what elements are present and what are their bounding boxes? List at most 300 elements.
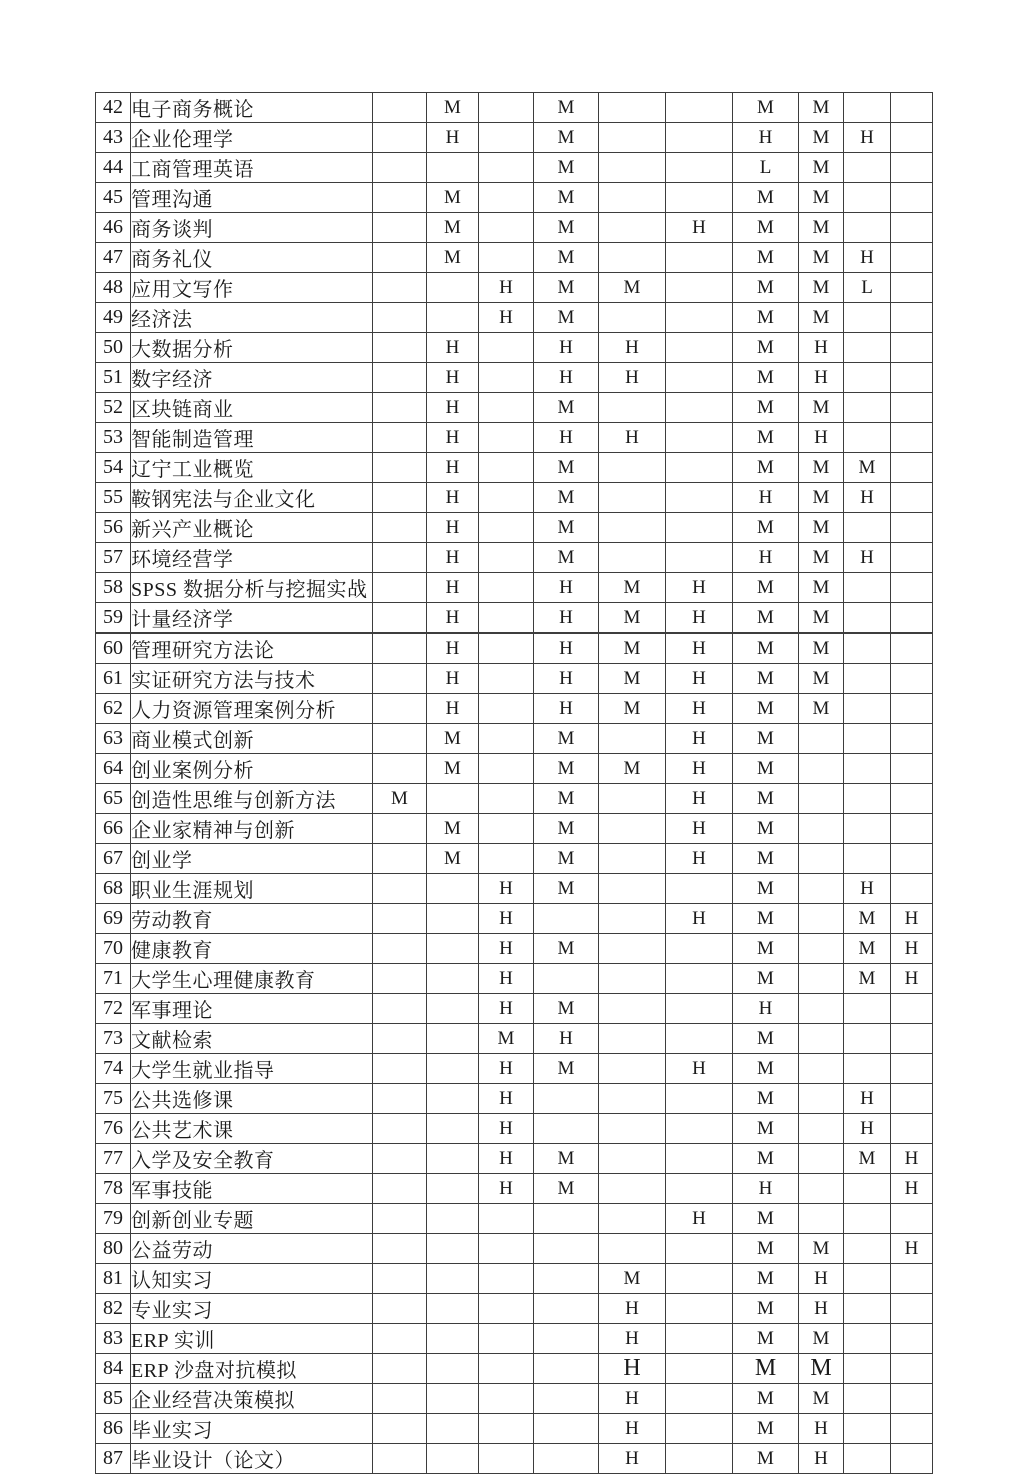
level-cell: H [427,363,479,393]
level-cell [799,964,844,994]
level-cell: H [479,964,534,994]
level-cell: H [799,423,844,453]
level-cell [479,183,534,213]
level-cell: M [599,603,666,634]
level-cell [844,153,891,183]
level-cell [666,1084,733,1114]
level-cell: M [427,724,479,754]
level-cell: H [599,1294,666,1324]
level-cell: H [479,303,534,333]
level-cell: M [427,213,479,243]
level-cell [534,1294,599,1324]
level-cell [373,633,427,664]
level-cell [373,1354,427,1384]
level-cell [891,363,933,393]
table-row [96,213,933,243]
row-number: 77 [96,1144,131,1174]
level-cell: H [427,543,479,573]
level-cell [534,1444,599,1474]
row-number: 53 [96,423,131,453]
level-cell [427,153,479,183]
level-cell [599,303,666,333]
level-cell [891,754,933,784]
row-number: 87 [96,1444,131,1474]
level-cell: M [799,273,844,303]
course-name: 企业伦理学 [131,123,373,153]
level-cell [666,1114,733,1144]
level-cell [844,724,891,754]
level-cell [534,1354,599,1384]
level-cell [891,994,933,1024]
level-cell [479,724,534,754]
level-cell: M [733,904,799,934]
level-cell: M [733,1444,799,1474]
level-cell: M [427,814,479,844]
level-cell: H [534,423,599,453]
level-cell [373,934,427,964]
row-number: 70 [96,934,131,964]
row-number: 62 [96,694,131,724]
course-name: SPSS 数据分析与挖掘实战 [131,573,373,603]
level-cell [666,393,733,423]
level-cell: M [534,844,599,874]
level-cell: H [599,1444,666,1474]
table-row [96,603,933,634]
level-cell [373,1174,427,1204]
level-cell [599,1024,666,1054]
table-row [96,1354,933,1384]
level-cell: H [891,904,933,934]
level-cell [844,784,891,814]
level-cell [844,814,891,844]
table-row [96,1024,933,1054]
level-cell [599,93,666,123]
row-number: 81 [96,1264,131,1294]
table-row [96,633,933,664]
level-cell: M [534,483,599,513]
course-name: 区块链商业 [131,393,373,423]
level-cell [599,1084,666,1114]
row-number: 56 [96,513,131,543]
level-cell [373,123,427,153]
table-row [96,1324,933,1354]
row-number: 49 [96,303,131,333]
level-cell: M [534,453,599,483]
level-cell [891,1444,933,1474]
level-cell: H [799,363,844,393]
table-row [96,964,933,994]
table-row [96,724,933,754]
row-number: 71 [96,964,131,994]
level-cell [666,1414,733,1444]
table-row [96,393,933,423]
level-cell [479,423,534,453]
level-cell: M [733,1414,799,1444]
level-cell [373,1144,427,1174]
level-cell [599,1054,666,1084]
level-cell [427,1444,479,1474]
level-cell: H [844,874,891,904]
level-cell [799,874,844,904]
table-row [96,543,933,573]
level-cell: H [666,784,733,814]
table-row [96,1084,933,1114]
level-cell [844,603,891,634]
row-number: 69 [96,904,131,934]
level-cell: M [733,183,799,213]
level-cell: M [733,1354,799,1384]
row-number: 80 [96,1234,131,1264]
level-cell: M [599,664,666,694]
level-cell: H [891,1234,933,1264]
level-cell: M [733,874,799,904]
level-cell: M [799,603,844,634]
table-row [96,363,933,393]
level-cell [427,1384,479,1414]
course-name: 电子商务概论 [131,93,373,123]
level-cell: M [534,123,599,153]
level-cell [373,393,427,423]
level-cell [844,513,891,543]
level-cell [844,213,891,243]
level-cell [666,1294,733,1324]
table-row [96,934,933,964]
level-cell [373,453,427,483]
level-cell [891,453,933,483]
level-cell: H [666,724,733,754]
level-cell: H [666,213,733,243]
course-name: 智能制造管理 [131,423,373,453]
level-cell [373,363,427,393]
level-cell [666,1384,733,1414]
level-cell [373,904,427,934]
row-number: 64 [96,754,131,784]
level-cell: H [479,1084,534,1114]
level-cell: M [733,513,799,543]
level-cell: M [733,1234,799,1264]
level-cell [373,333,427,363]
row-number: 58 [96,573,131,603]
level-cell: M [733,603,799,634]
level-cell [479,483,534,513]
course-name: 商务礼仪 [131,243,373,273]
level-cell: M [733,243,799,273]
course-name: 经济法 [131,303,373,333]
level-cell [844,694,891,724]
level-cell [534,904,599,934]
level-cell [891,664,933,694]
level-cell [666,123,733,153]
row-number: 57 [96,543,131,573]
level-cell: M [844,904,891,934]
level-cell: M [599,633,666,664]
course-name: 职业生涯规划 [131,874,373,904]
row-number: 78 [96,1174,131,1204]
course-name: 创业案例分析 [131,754,373,784]
level-cell: M [733,633,799,664]
level-cell: M [534,153,599,183]
level-cell [891,333,933,363]
level-cell: M [799,573,844,603]
level-cell: H [534,603,599,634]
level-cell [599,153,666,183]
level-cell [479,844,534,874]
level-cell: M [534,183,599,213]
level-cell: M [799,664,844,694]
level-cell [479,1324,534,1354]
course-name: 数字经济 [131,363,373,393]
level-cell: H [479,934,534,964]
row-number: 74 [96,1054,131,1084]
table-row [96,453,933,483]
level-cell [666,513,733,543]
level-cell [844,1414,891,1444]
row-number: 82 [96,1294,131,1324]
level-cell: M [844,453,891,483]
level-cell: H [427,483,479,513]
level-cell [373,754,427,784]
level-cell [844,1054,891,1084]
row-number: 68 [96,874,131,904]
level-cell: M [799,633,844,664]
course-name: 计量经济学 [131,603,373,634]
level-cell [599,1204,666,1234]
level-cell [844,633,891,664]
level-cell [666,874,733,904]
row-number: 46 [96,213,131,243]
level-cell [891,874,933,904]
level-cell [599,904,666,934]
table-row [96,784,933,814]
course-name: ERP 实训 [131,1324,373,1354]
level-cell: M [427,243,479,273]
level-cell [373,213,427,243]
level-cell: M [733,93,799,123]
level-cell: H [427,333,479,363]
course-name: 鞍钢宪法与企业文化 [131,483,373,513]
level-cell: H [427,513,479,543]
level-cell [373,814,427,844]
level-cell: H [666,694,733,724]
level-cell: H [427,633,479,664]
level-cell: M [733,213,799,243]
level-cell [373,1084,427,1114]
level-cell: H [599,1414,666,1444]
level-cell [373,874,427,904]
row-number: 43 [96,123,131,153]
level-cell [373,243,427,273]
level-cell [479,784,534,814]
table-row [96,513,933,543]
course-name: 军事理论 [131,994,373,1024]
level-cell: H [733,543,799,573]
level-cell [479,1384,534,1414]
level-cell [373,93,427,123]
table-row [96,153,933,183]
level-cell [373,1054,427,1084]
course-name: 企业家精神与创新 [131,814,373,844]
level-cell: M [799,393,844,423]
level-cell [479,1414,534,1444]
level-cell [479,513,534,543]
course-name: 管理沟通 [131,183,373,213]
level-cell [373,513,427,543]
level-cell: H [844,543,891,573]
course-name: 商务谈判 [131,213,373,243]
level-cell [799,1084,844,1114]
level-cell: M [733,1204,799,1234]
level-cell [479,694,534,724]
course-name: 健康教育 [131,934,373,964]
level-cell [427,904,479,934]
level-cell [599,243,666,273]
level-cell [666,93,733,123]
course-name: 军事技能 [131,1174,373,1204]
level-cell: M [733,844,799,874]
row-number: 84 [96,1354,131,1384]
level-cell [479,333,534,363]
table-row [96,273,933,303]
course-name: 大学生就业指导 [131,1054,373,1084]
level-cell: M [534,994,599,1024]
level-cell [844,1444,891,1474]
level-cell [599,1174,666,1204]
level-cell: M [799,123,844,153]
row-number: 48 [96,273,131,303]
level-cell [799,994,844,1024]
table-row [96,1414,933,1444]
level-cell: M [733,273,799,303]
course-name: 管理研究方法论 [131,633,373,664]
row-number: 73 [96,1024,131,1054]
level-cell [479,393,534,423]
level-cell [479,123,534,153]
table-row [96,754,933,784]
level-cell [799,1114,844,1144]
level-cell [844,1264,891,1294]
level-cell [427,934,479,964]
level-cell [599,844,666,874]
level-cell: M [599,273,666,303]
level-cell [373,964,427,994]
table-row [96,1204,933,1234]
level-cell: M [733,333,799,363]
course-name: 商业模式创新 [131,724,373,754]
level-cell [666,934,733,964]
level-cell: M [799,694,844,724]
level-cell [891,1084,933,1114]
level-cell [599,814,666,844]
level-cell [891,243,933,273]
level-cell: M [799,1384,844,1414]
level-cell [666,243,733,273]
level-cell [373,183,427,213]
level-cell [844,183,891,213]
level-cell [599,994,666,1024]
table-row [96,904,933,934]
level-cell: M [599,694,666,724]
course-name: 人力资源管理案例分析 [131,694,373,724]
table-row [96,183,933,213]
level-cell [427,1144,479,1174]
level-cell [666,183,733,213]
level-cell [479,573,534,603]
level-cell: H [479,1054,534,1084]
level-cell [799,724,844,754]
level-cell: M [799,243,844,273]
level-cell [844,363,891,393]
level-cell: M [733,724,799,754]
level-cell [799,1204,844,1234]
level-cell: M [844,1144,891,1174]
level-cell [891,1114,933,1144]
table-row [96,814,933,844]
row-number: 83 [96,1324,131,1354]
level-cell: M [844,964,891,994]
level-cell [844,573,891,603]
level-cell [599,934,666,964]
course-name: 应用文写作 [131,273,373,303]
table-row [96,1144,933,1174]
level-cell [479,1354,534,1384]
level-cell: H [599,1324,666,1354]
course-name: 公益劳动 [131,1234,373,1264]
table-row [96,664,933,694]
level-cell: M [733,1054,799,1084]
level-cell [799,1174,844,1204]
level-cell [891,123,933,153]
level-cell: M [799,453,844,483]
level-cell: M [599,754,666,784]
level-cell: H [534,363,599,393]
level-cell: H [891,1174,933,1204]
level-cell [599,1234,666,1264]
level-cell: H [844,1084,891,1114]
level-cell [666,1174,733,1204]
table-row [96,303,933,333]
level-cell: M [733,754,799,784]
level-cell [534,1414,599,1444]
level-cell: M [534,213,599,243]
level-cell [799,754,844,784]
row-number: 67 [96,844,131,874]
level-cell: M [534,814,599,844]
level-cell: M [733,1114,799,1144]
level-cell: H [479,1144,534,1174]
level-cell: H [427,573,479,603]
level-cell: M [733,1324,799,1354]
level-cell [666,964,733,994]
level-cell: M [599,1264,666,1294]
level-cell [799,814,844,844]
level-cell: M [733,1264,799,1294]
level-cell: M [799,1324,844,1354]
level-cell [427,964,479,994]
level-cell: M [534,93,599,123]
level-cell: H [534,1024,599,1054]
level-cell [373,664,427,694]
course-name: ERP 沙盘对抗模拟 [131,1354,373,1384]
level-cell [479,814,534,844]
level-cell [844,303,891,333]
row-number: 51 [96,363,131,393]
row-number: 86 [96,1414,131,1444]
level-cell: M [534,543,599,573]
level-cell [599,1144,666,1174]
level-cell [891,213,933,243]
level-cell [427,1084,479,1114]
course-name: 毕业设计（论文） [131,1444,373,1474]
